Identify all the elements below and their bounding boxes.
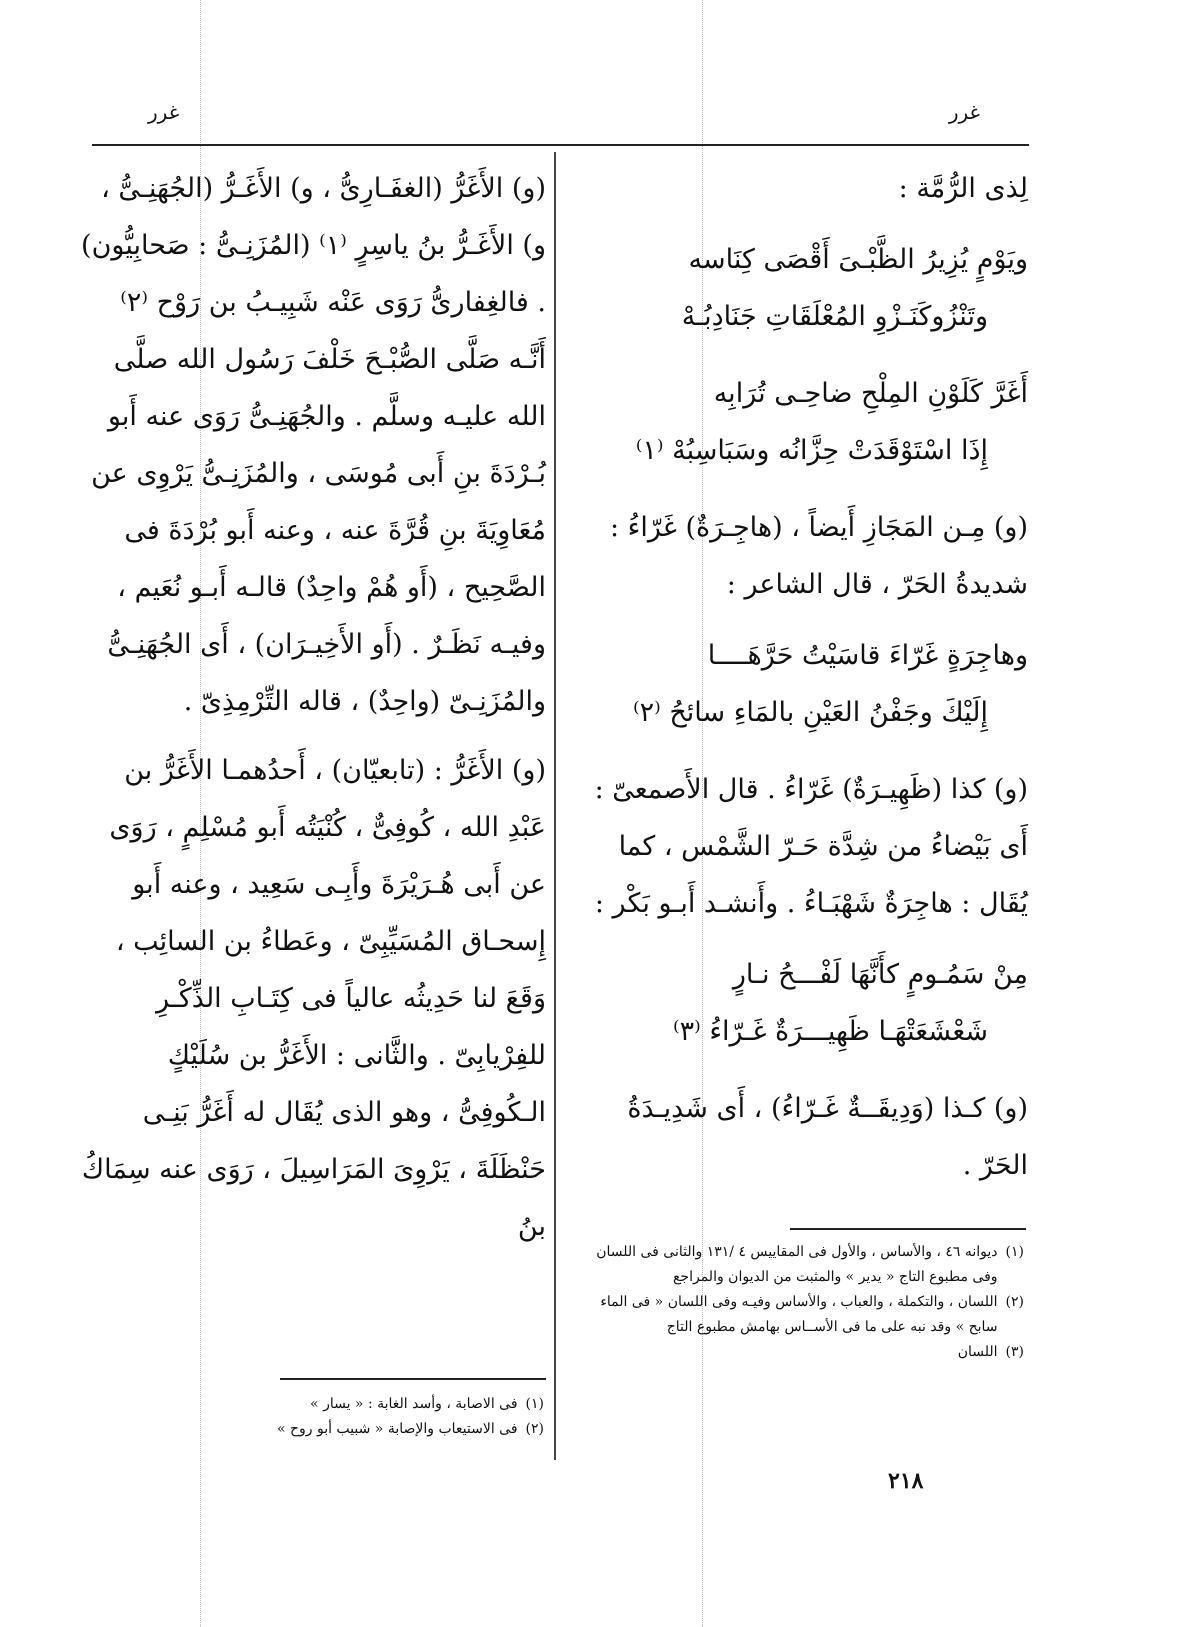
verse-line: إِلَيْكَ وجَفْنُ العَيْنِ بالمَاءِ سائحُ ⁽٢⁾ <box>632 697 988 728</box>
paragraph: لِذى الرُّمَّة : <box>898 173 1028 204</box>
footnote-number: (٢) <box>525 1421 544 1437</box>
verse-line: شَعْشَعَتْهَـا ظَهِيـــرَةٌ غَـرّاءُ ⁽٣⁾ <box>672 1016 988 1047</box>
footnote-number: (٣) <box>1005 1344 1024 1360</box>
footnote-text: ديوانه ٤٦ ، والأساس ، والأول فى المقاييس ٤ /١٣١ والثانى فى اللسان وفى مطبوع التاج « يدير » والمثبت من الديوان والمراجع <box>596 1244 998 1285</box>
footnote <box>580 1290 1024 1340</box>
footnote <box>580 1240 1024 1290</box>
verse-line: وهاجِرَةٍ غَرّاءَ قاسَيْتُ حَرَّهَــــا <box>707 640 1028 671</box>
running-header-left: غرر <box>148 100 180 124</box>
footnote-number: (٢) <box>1005 1294 1024 1310</box>
verse <box>580 231 1028 345</box>
page-number: ٢١٨ <box>888 1468 924 1494</box>
footnote-rule <box>280 1378 546 1380</box>
footnote-text: فى الاصابة ، وأسد الغابة : « يسار » <box>310 1396 518 1412</box>
verse <box>580 365 1028 479</box>
footnote-text: فى الاستيعاب والإصابة « شبيب أبو روح » <box>276 1421 518 1437</box>
verse <box>580 946 1028 1060</box>
footnote-text: اللسان <box>957 1344 998 1360</box>
verse-line: إِذَا اسْتَوْقَدَتْ حِزَّانُه وسَبَاسِبُهْ ⁽١⁾ <box>635 435 988 466</box>
paragraph: (و) مِـن المَجَازِ أَيضاً ، (هاجِـرَةٌ) غَرّاءُ : شديدةُ الحَرّ ، قال الشاعر : <box>610 512 1028 600</box>
paragraph: (و) الأَغَرُّ (الغفَـارِىُّ ، و) الأَغَـرُّ (الجُهَنِـىُّ ، و) الأَغَـرُّ بنُ ياسِرٍ ⁽١⁾ (المُزَنِـىُّ : صَحابِيُّون) . فالغِفارىُّ رَوَى عَنْه شَبِيـبُ بن رَوْح ⁽٢⁾ أَنَّـه صَلَّى الصُّبْـحَ خَلْفَ رَسُول الله صلَّى الله عليـه وسلَّم . والجُهَنِـىُّ رَوَى عنه أَبو بُـرْدَةَ بنِ أَبى مُوسَى ، والمُزَنِـىُّ يَرْوِى عن مُعَاوِيَةَ بنِ قُرَّةَ عنه ، وعنه أَبو بُرْدَةَ فى الصَّحِيح ، (أَو هُمْ واحِدٌ) قالـه أَبـو نُعَيم ، وفيـه نَظَـرٌ . (أَو الأَخِيـرَان) ، أَى الجُهَنِـىُّ والمُزَنِـىّ (واحِدٌ) ، قاله التِّرْمِذِىّ . <box>81 173 546 717</box>
paragraph: (و) الأَغَرُّ : (تابعيّان) ، أَحدُهمـا الأَغَرُّ بن عَبْدِ الله ، كُوفِىٌّ ، كُنْيَتُه أَبو مُسْلِمٍ ، رَوَى عن أَبى هُـرَيْرَةَ وأَبِـى سَعِيد ، وعنه أَبو إِسحـاق المُسَيِّبِىّ ، وعَطاءُ بن السائِب ، وَقَعَ لنا حَدِيثُه عالياً فى كِتَـابِ الذِّكْـرِ للفِرْيابِىّ . والثَّانى : الأَغَرُّ بن سُلَيْكٍ الـكُوفِىُّ ، وهو الذى يُقَال له أَغَرُّ بَنِـى حَنْظَلَةَ ، يَرْوِىَ المَرَاسِيلَ ، رَوَى عنه سِمَاكُ بنُ <box>81 755 546 1242</box>
footnote-rule <box>790 1228 1026 1230</box>
paragraph: (و) كذا (ظَهِيـرَةٌ) غَرّاءُ . قال الأَصمعىّ : أَى بَيْضاءُ من شِدَّة حَـرّ الشَّمْس ، كما يُقَال : هاجِرَةٌ شَهْبَـاءُ . وأَنشـد أَبـو بَكْر : <box>594 774 1028 919</box>
paragraph: (و) كـذا (وَدِيقَــةٌ غَـرّاءُ) ، أَى شَدِيـدَةُ الحَرّ . <box>627 1093 1028 1181</box>
verse <box>580 627 1028 741</box>
column-divider <box>554 152 556 1460</box>
running-header-right: غرر <box>948 100 980 124</box>
footnote-text: اللسان ، والتكملة ، والعباب ، والأساس وفيـه وفى اللسان « فى الماء سابح » وقد نبه على ما فى الأســاس بهامش مطبوع التاج <box>600 1294 998 1335</box>
footnotes-left <box>80 1392 544 1442</box>
footnote <box>580 1340 1024 1365</box>
verse-line: ويَوْمٍ يُزِيرُ الظَّبْـىَ أَقْصَى كِنَاسه <box>688 244 1028 275</box>
verse-line: مِنْ سَمُـومٍ كأَنَّهَا لَفْـــحُ نـارٍ <box>732 959 1028 990</box>
left-column <box>80 160 546 1255</box>
right-column <box>580 160 1028 1194</box>
header-rule <box>92 144 1029 146</box>
footnote <box>80 1417 544 1442</box>
footnote <box>80 1392 544 1417</box>
footnote-number: (١) <box>525 1396 544 1412</box>
footnotes-right <box>580 1240 1024 1365</box>
footnote-number: (١) <box>1005 1244 1024 1260</box>
verse-line: وتَنْزُوكَنَـزْوِ المُعْلَقَاتِ جَنَادِبُـهْ <box>681 301 988 332</box>
verse-line: أَغَرَّ كَلَوْنِ المِلْحِ ضاحِـى تُرَابِه <box>713 378 1028 409</box>
